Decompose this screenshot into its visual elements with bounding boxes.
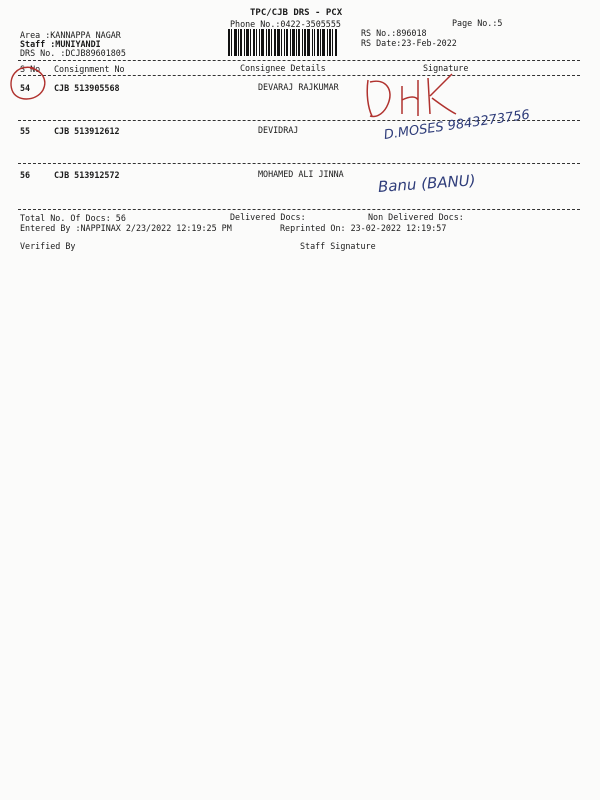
column-sno: S No: [20, 64, 41, 74]
row-54-sno: 54: [20, 83, 31, 93]
row-55-sno: 55: [20, 126, 31, 136]
row-55-rule: [18, 163, 580, 164]
row-56-consignee: MOHAMED ALI JINNA: [258, 169, 344, 179]
staff-signature: Staff Signature: [300, 241, 376, 251]
column-consignee: Consignee Details: [240, 63, 326, 73]
document-title: TPC/CJB DRS - PCX: [250, 8, 343, 18]
row-56-sno: 56: [20, 170, 31, 180]
rs-date: RS Date:23-Feb-2022: [361, 38, 457, 48]
row-55-consignee: DEVIDRAJ: [258, 125, 299, 135]
delivered-docs: Delivered Docs:: [230, 212, 306, 222]
area-label: Area :KANNAPPA NAGAR: [20, 30, 121, 40]
page-number: Page No.:5: [452, 18, 503, 28]
header-bottom-rule: [18, 75, 580, 76]
header-top-rule: [18, 60, 580, 61]
drs-number: DRS No. :DCJB89601805: [20, 48, 126, 58]
row-56-signature: Banu (BANU): [377, 171, 477, 196]
row-54-signature: [360, 68, 470, 124]
row-56-consignment: CJB 513912572: [54, 170, 120, 180]
verified-by: Verified By: [20, 241, 76, 251]
row-55-signature: D.MOSES 9843273756: [382, 107, 531, 143]
rs-number: RS No.:896018: [361, 28, 427, 38]
barcode: [228, 29, 354, 56]
row-55-consignment: CJB 513912612: [54, 126, 120, 136]
entered-by: Entered By :NAPPINAX 2/23/2022 12:19:25 PM: [20, 223, 232, 233]
column-signature: Signature: [423, 63, 469, 73]
row-56-rule: [18, 209, 580, 210]
phone-number: Phone No.:0422-3505555: [230, 19, 341, 29]
row-54-consignment: CJB 513905568: [54, 83, 120, 93]
row-54-consignee: DEVARAJ RAJKUMAR: [258, 82, 339, 92]
reprinted-on: Reprinted On: 23-02-2022 12:19:57: [280, 223, 447, 233]
non-delivered-docs: Non Delivered Docs:: [368, 212, 464, 222]
total-docs: Total No. Of Docs: 56: [20, 213, 126, 223]
column-consignment: Consignment No: [54, 64, 125, 74]
staff-label: Staff :MUNIYANDI: [20, 39, 101, 49]
